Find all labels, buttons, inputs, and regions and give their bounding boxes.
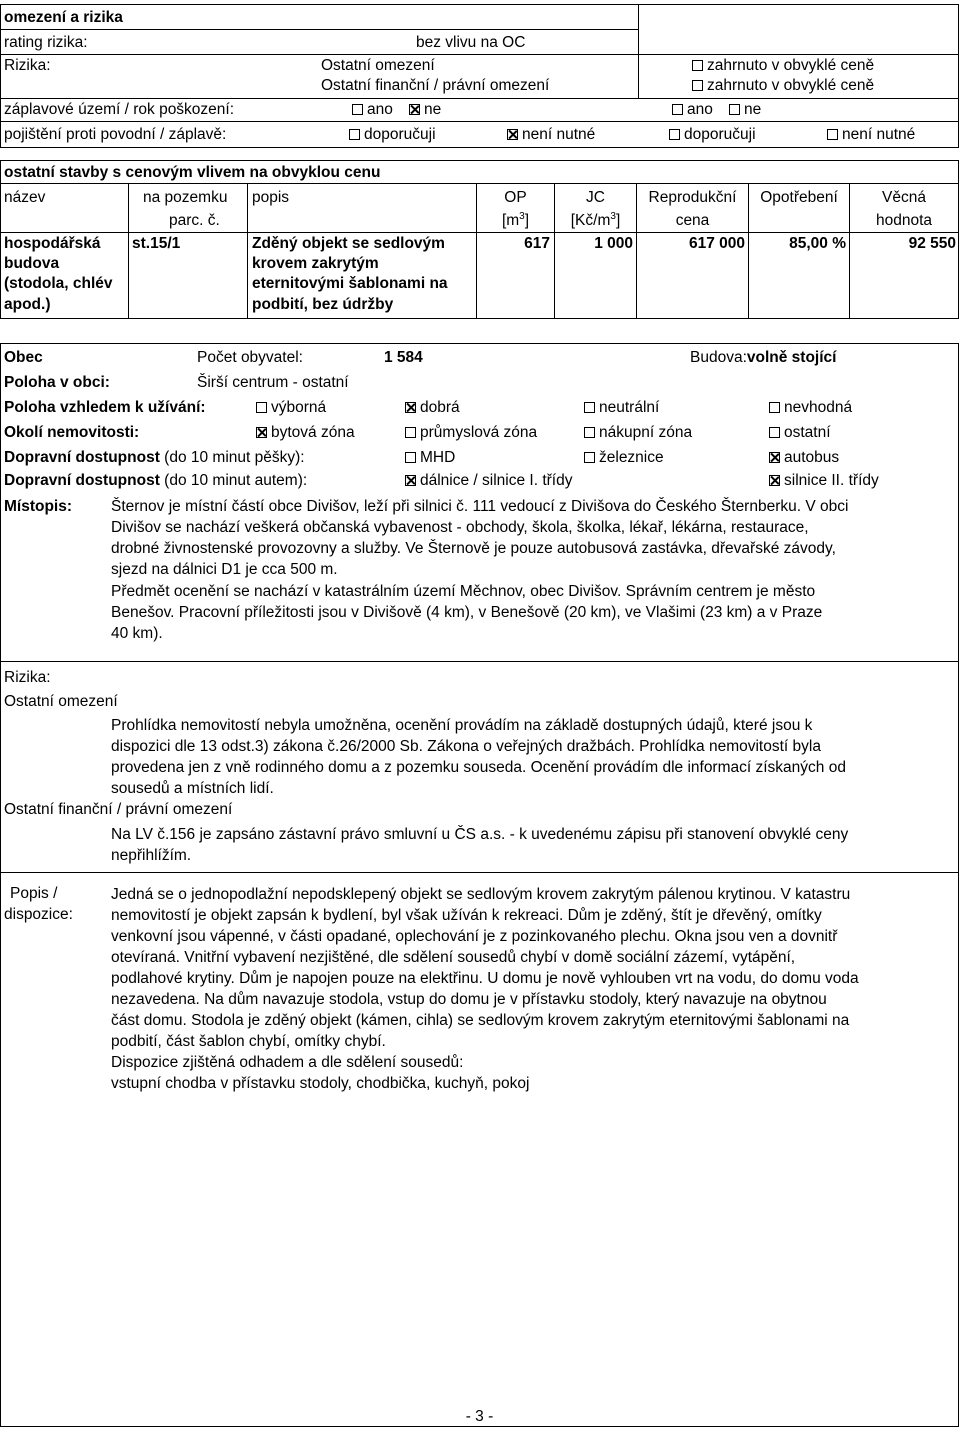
checkbox-empty-icon <box>256 402 267 413</box>
col-nazev-header: název <box>4 189 46 206</box>
doprava-option-autobus[interactable]: autobus <box>769 448 839 468</box>
checkbox-checked-icon <box>409 104 420 115</box>
col-op-header: OP <box>504 189 527 206</box>
doprava-option-silnice-ii[interactable]: silnice II. třídy <box>769 471 879 491</box>
included-checkbox-2[interactable]: zahrnuto v obvyklé ceně <box>692 76 874 96</box>
risk-line: sousedů a místních lidí. <box>111 780 274 797</box>
popis-line: vstupní chodba v přístavku stodoly, chodbička, kuchyň, pokoj <box>111 1075 530 1092</box>
pocet-obyvatel-label: Počet obyvatel: <box>197 349 303 366</box>
row-name-line: apod.) <box>4 296 51 313</box>
row-name-line: (stodola, chlév <box>4 275 113 292</box>
pocet-obyvatel-value: 1 584 <box>384 349 423 366</box>
checkbox-empty-icon <box>405 427 416 438</box>
popis-line: nemovitostí je objekt zapsán k bydlení, byl však užíván k rekreaci. Dům je zděný, štít je dřevěný, omítky <box>111 907 822 924</box>
risk-line: Prohlídka nemovitostí nebyla umožněna, ocenění provádím na základě dostupných údajů, které jsou k <box>111 717 813 734</box>
risk-item-1: Ostatní omezení <box>321 57 435 74</box>
col-pozemek-header: na pozemku <box>143 189 228 206</box>
ins-neni-nutne-checkbox[interactable]: není nutné <box>507 125 595 145</box>
col-op-unit: $[m^3]$ <box>501 210 530 229</box>
row-name-line: budova <box>4 255 60 272</box>
poloha-label: Poloha v obci: <box>4 374 110 391</box>
doprava-option-mhd[interactable]: MHD <box>405 448 455 468</box>
checkbox-empty-icon <box>349 129 360 140</box>
checkbox-empty-icon <box>669 129 680 140</box>
doprava-option-dalnice[interactable]: dálnice / silnice I. třídy <box>405 471 572 491</box>
dispozice-label: dispozice: <box>4 906 73 923</box>
risk-line: provedena jen z vně rodinného domu a z pozemku souseda. Ocenění provádím dle informací získaných od <box>111 759 846 776</box>
checkbox-checked-icon <box>256 427 267 438</box>
mistopis-line: Předmět ocenění se nachází v katastrálním území Měchnov, obec Divišov. Správním centrem je město <box>111 583 816 600</box>
budova-field: Budova:volně stojící <box>690 349 837 366</box>
checkbox-checked-icon <box>405 402 416 413</box>
col-jc-unit: $[Kč/m^3]$ <box>570 210 621 229</box>
checkbox-empty-icon <box>769 402 780 413</box>
popis-line: nezavedena. Na dům navazuje stodola, vstup do domu je v přístavku stodoly, který navazuje na obytnou <box>111 991 827 1008</box>
rating-value: bez vlivu na OC <box>416 34 526 51</box>
risk-line: nepřihlížím. <box>111 847 192 864</box>
ins-neni-nutne-checkbox-2[interactable]: není nutné <box>827 125 915 145</box>
included-checkbox-1[interactable]: zahrnuto v obvyklé ceně <box>692 56 874 76</box>
mistopis-line: Benešov. Pracovní příležitosti jsou v Divišově (4 km), v Benešově (20 km), ve Vlašimi (23 km) a v Praze <box>111 604 823 621</box>
checkbox-empty-icon <box>405 452 416 463</box>
rizika-label: Rizika: <box>4 57 51 74</box>
rizika-section-label: Rizika: <box>4 669 51 686</box>
checkbox-empty-icon <box>769 427 780 438</box>
doprava-option-zeleznice[interactable]: železnice <box>584 448 664 468</box>
uzivani-option-vyborna[interactable]: výborná <box>256 398 326 418</box>
risk-line: Na LV č.156 je zapsáno zástavní právo smluvní u ČS a.s. - k uvedenému zápisu při stanovení obvyklé ceny <box>111 826 849 843</box>
risk-title-financni: Ostatní finanční / právní omezení <box>4 801 233 818</box>
mistopis-line: drobné živnostenské provozovny a služby. Ve Šternově je pouze autobusová zastávka, dřevařské závody, <box>111 540 836 557</box>
row-vecna-value: 92 550 <box>908 235 956 252</box>
checkbox-checked-icon <box>405 475 416 486</box>
checkbox-empty-icon <box>584 402 595 413</box>
col-parcel-header: parc. č. <box>169 212 220 229</box>
mistopis-label: Místopis: <box>4 498 73 515</box>
popis-line: podlahové krytiny. Dům je napojen pouze na elektřinu. U domu je nově vyhlouben vrt na vodu, do domu voda <box>111 970 859 987</box>
ins-doporucuji-checkbox[interactable]: doporučuji <box>349 125 436 145</box>
flood-ano-checkbox-2[interactable]: ano <box>672 100 713 120</box>
col-repr-header: Reprodukční <box>648 189 737 206</box>
col-opotrebeni-header: Opotřebení <box>760 189 838 206</box>
row-opot-value: 85,00 % <box>789 235 846 252</box>
row-op-value: 617 <box>524 235 550 252</box>
okoli-label: Okolí nemovitosti: <box>4 424 140 441</box>
okoli-option-bytova[interactable]: bytová zóna <box>256 423 355 443</box>
popis-line: Dispozice zjištěná odhadem a dle sdělení sousedů: <box>111 1054 464 1071</box>
flood-label: záplavové území / rok poškození: <box>4 101 235 118</box>
row-desc-line: krovem zakrytým <box>252 255 379 272</box>
mistopis-line: Šternov je místní částí obce Divišov, leží při silnici č. 111 vedoucí z Divišova do Českého Šternberku. V obci <box>111 498 849 515</box>
row-jc-value: 1 000 <box>594 235 633 252</box>
checkbox-checked-icon <box>769 475 780 486</box>
row-repr-value: 617 000 <box>688 235 745 252</box>
mistopis-line: Divišov se nachází veškerá občanská vybavenost - obchody, škola, školka, lékař, lékárna, restaurace, <box>111 519 809 536</box>
checkbox-empty-icon <box>827 129 838 140</box>
obec-label: Obec <box>4 349 43 366</box>
buildings-section-title: ostatní stavby s cenovým vlivem na obvyklou cenu <box>4 164 381 181</box>
section-title: omezení a rizika <box>4 9 123 26</box>
row-desc-line: podbití, bez údržby <box>252 296 394 313</box>
popis-label: Popis / <box>10 885 58 902</box>
uzivani-option-dobra[interactable]: dobrá <box>405 398 460 418</box>
checkbox-checked-icon <box>769 452 780 463</box>
checkbox-empty-icon <box>692 60 703 71</box>
col-popis-header: popis <box>252 189 290 206</box>
flood-ne-checkbox[interactable]: ne <box>409 100 441 120</box>
doprava-autem-label: Dopravní dostupnost (do 10 minut autem): <box>4 472 308 489</box>
uzivani-option-nevhodna[interactable]: nevhodná <box>769 398 852 418</box>
checkbox-empty-icon <box>584 427 595 438</box>
popis-line: venkovní jsou vápenné, v části opadané, oplechování je z pozinkovaného plechu. Okna jsou ven a dovnitř <box>111 928 838 945</box>
checkbox-empty-icon <box>692 80 703 91</box>
mistopis-line: 40 km). <box>111 625 163 642</box>
uzivani-label: Poloha vzhledem k užívání: <box>4 399 206 416</box>
okoli-option-nakupni[interactable]: nákupní zóna <box>584 423 692 443</box>
insurance-label: pojištění proti povodní / záplavě: <box>4 126 227 143</box>
popis-line: Jedná se o jednopodlažní nepodsklepený objekt se sedlovým krovem zakrytým pálenou krytinou. V katastru <box>111 886 851 903</box>
page-number: - 3 - <box>465 1408 494 1425</box>
risk-line: dispozici dle 13 odst.3) zákona č.26/2000 Sb. Zákona o veřejných dražbách. Prohlídka nemovitostí byla <box>111 738 821 755</box>
ins-doporucuji-checkbox-2[interactable]: doporučuji <box>669 125 756 145</box>
okoli-option-prumyslova[interactable]: průmyslová zóna <box>405 423 537 443</box>
col-vecna-header: Věcná <box>882 189 926 206</box>
flood-ne-checkbox-2[interactable]: ne <box>729 100 761 120</box>
risk-title-ostatni: Ostatní omezení <box>4 693 118 710</box>
row-desc-line: eternitovými šablonami na <box>252 275 448 292</box>
popis-line: část domu. Stodola je zděný objekt (kámen, cihla) se sedlovým krovem zakrytým eternitovými šablonami na <box>111 1012 850 1029</box>
mistopis-line: sjezd na dálnici D1 je cca 500 m. <box>111 561 338 578</box>
popis-line: podbití, část šablon chybí, omítky chybí. <box>111 1033 386 1050</box>
checkbox-empty-icon <box>352 104 363 115</box>
rating-label: rating rizika: <box>4 34 88 51</box>
flood-ano-checkbox[interactable]: ano <box>352 100 393 120</box>
col-repr-header-2: cena <box>675 212 710 229</box>
checkbox-empty-icon <box>672 104 683 115</box>
checkbox-empty-icon <box>729 104 740 115</box>
poloha-value: Širší centrum - ostatní <box>197 374 349 391</box>
row-parcel: st.15/1 <box>132 235 181 252</box>
row-name-line: hospodářská <box>4 235 101 252</box>
popis-line: otevíraná. Vnitřní vybavení nezjištěné, dle sdělení sousedů chybí v domě sociální zázemí, vytápění, <box>111 949 796 966</box>
okoli-option-ostatni[interactable]: ostatní <box>769 423 831 443</box>
row-desc-line: Zděný objekt se sedlovým <box>252 235 445 252</box>
col-jc-header: JC <box>586 189 605 206</box>
risk-item-2: Ostatní finanční / právní omezení <box>321 77 550 94</box>
col-vecna-header-2: hodnota <box>875 212 933 229</box>
uzivani-option-neutralni[interactable]: neutrální <box>584 398 659 418</box>
checkbox-empty-icon <box>584 452 595 463</box>
checkbox-checked-icon <box>507 129 518 140</box>
doprava-pesky-label: Dopravní dostupnost (do 10 minut pěšky): <box>4 449 305 466</box>
